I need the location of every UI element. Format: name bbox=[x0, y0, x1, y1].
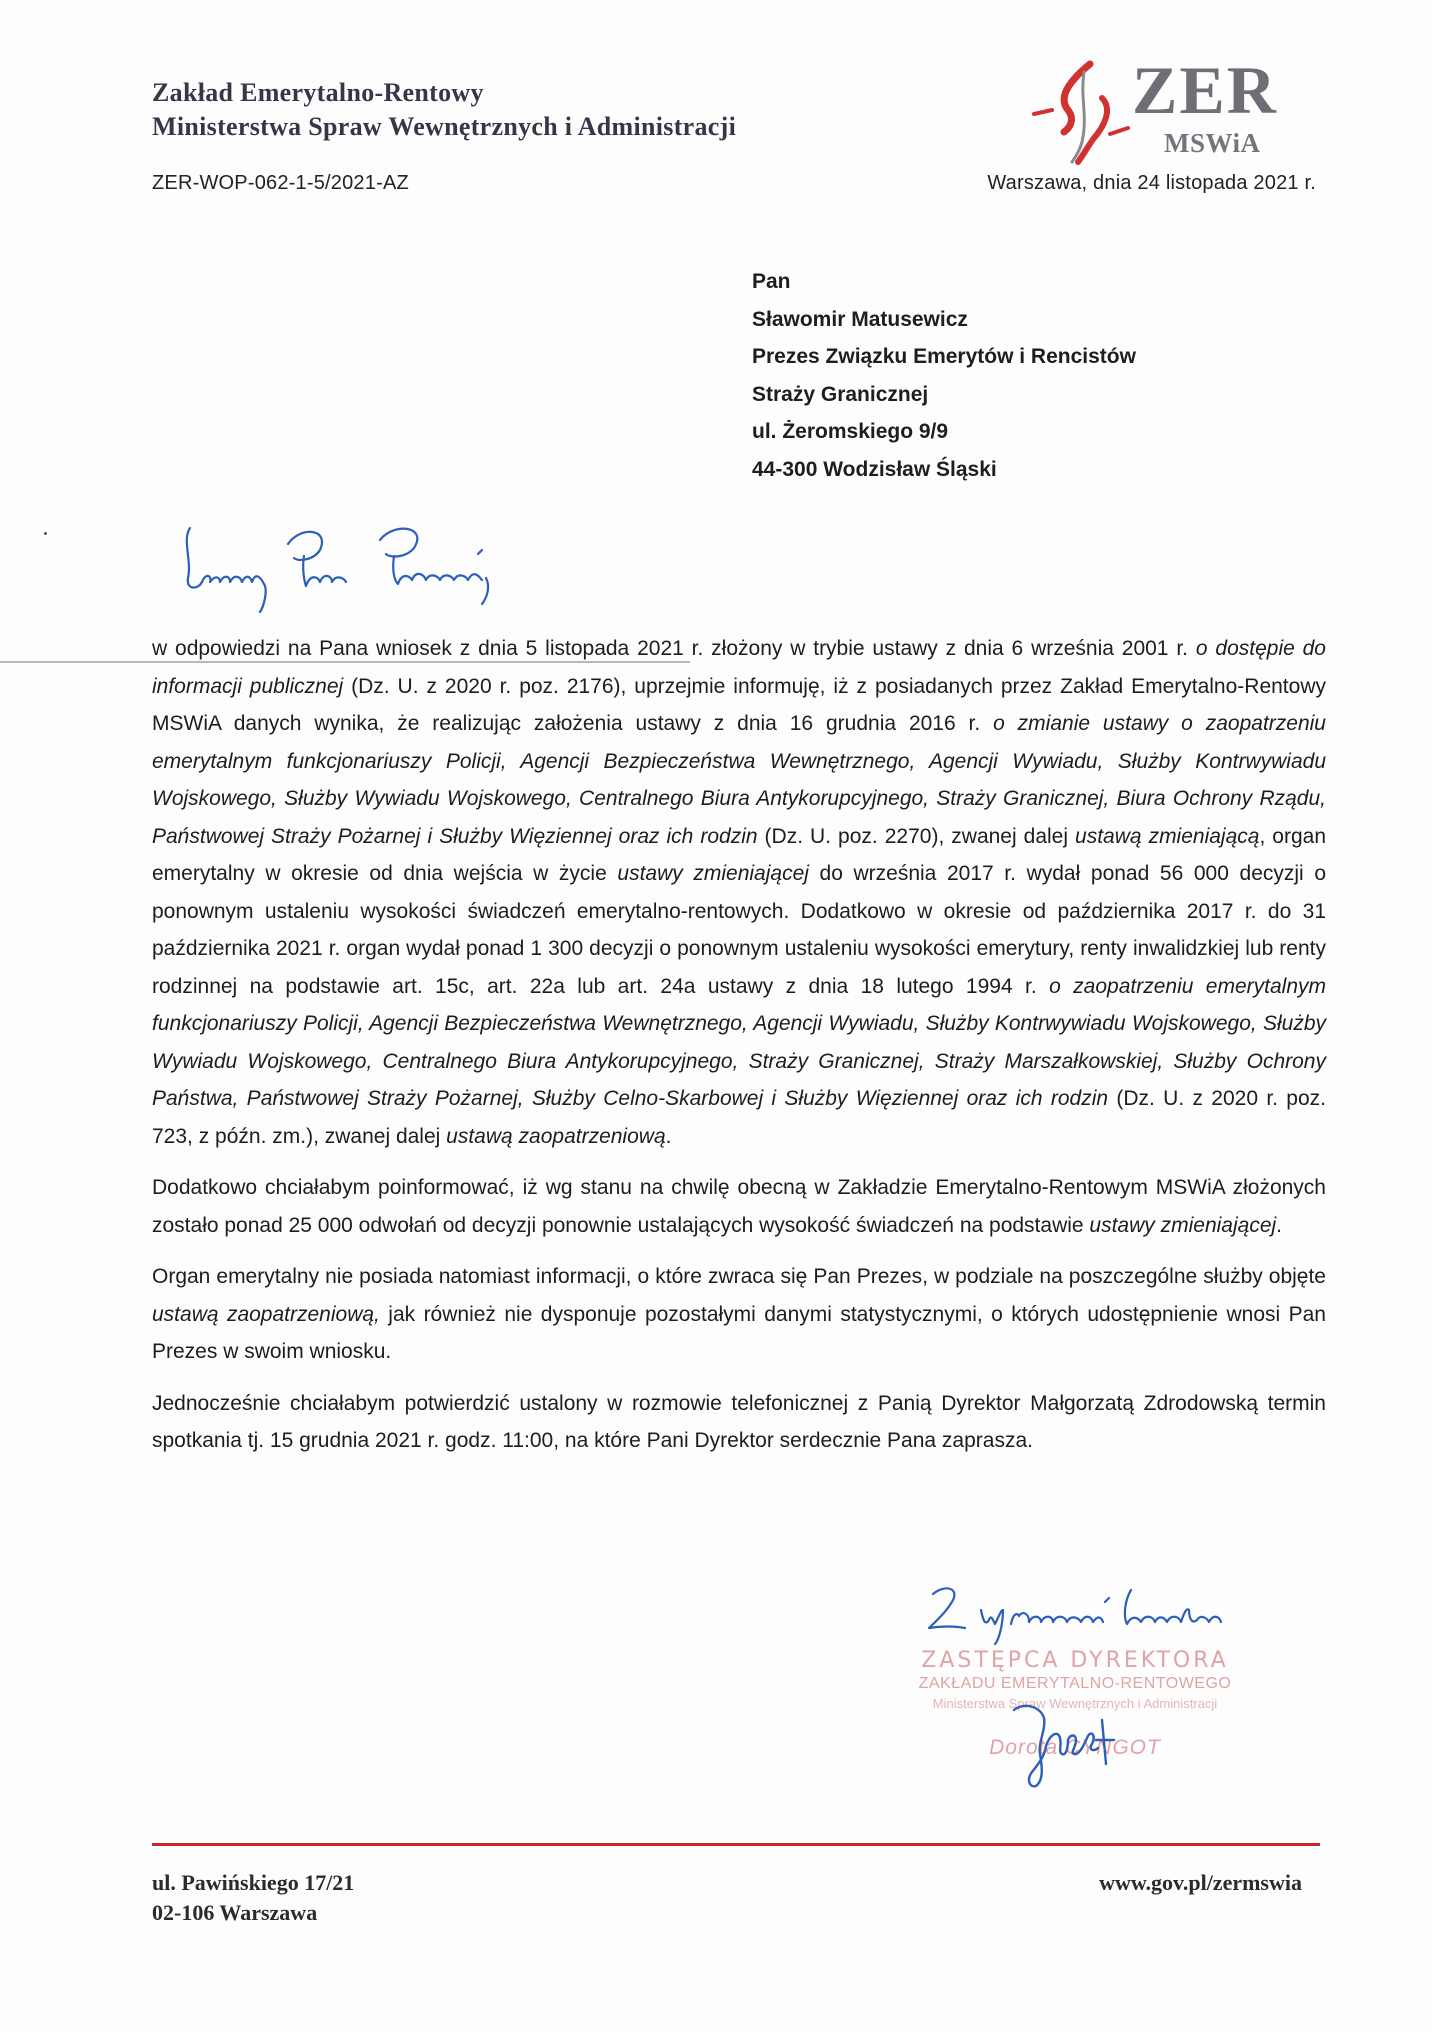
stamp-organization: ZAKŁADU EMERYTALNO-RENTOWEGO bbox=[918, 1675, 1232, 1692]
recipient-city: 44-300 Wodzisław Śląski bbox=[752, 457, 997, 481]
italic-term: ustawą zaopatrzeniową, bbox=[152, 1302, 380, 1326]
italic-law-title: o dostępie do informacji publicznej bbox=[152, 637, 1326, 698]
footer-street: ul. Pawińskiego 17/21 bbox=[152, 1870, 355, 1895]
footer-website-link[interactable]: www.gov.pl/zermswia bbox=[1099, 1870, 1302, 1895]
zer-mswia-logo bbox=[1028, 52, 1308, 168]
handwritten-signature bbox=[1010, 1700, 1120, 1790]
recipient-street: ul. Żeromskiego 9/9 bbox=[752, 420, 949, 443]
italic-term: ustawą zmieniającą bbox=[1075, 824, 1260, 848]
footer-city: 02-106 Warszawa bbox=[152, 1900, 318, 1925]
stamp-title: ZASTĘPCA DYREKTORA bbox=[921, 1648, 1229, 1673]
italic-law-title: o zaopatrzeniu emerytalnym funkcjonariuszy Policji, Agencji Bezpieczeństwa Wewnętrznego, Agencji Wywiadu, Służby Kontrwywiadu Wojskowego, Służby Wywiadu Wojskowego, Centralnego Biura Antykorupcyjnego, Straży Granicznej, Straży Marszałkowskiej, Służby Ochrony Państwa, Państwowej Straży Pożarnej, Służby Celno-Skarbowej i Służby Więziennej oraz ich rodzin bbox=[152, 974, 1326, 1110]
handwritten-closing bbox=[925, 1580, 1265, 1650]
text-segment: , organ emerytalny w okresie od dnia wejścia w życie bbox=[152, 824, 1326, 885]
text-segment: Jednocześnie chciałabym potwierdzić ustalony w rozmowie telefonicznej z Panią Dyrektor Małgorzatą Zdrodowską termin spotkania tj. 15 grudnia 2021 r. godz. 11:00, na które Pani Dyrektor serdecznie Pana zaprasza. bbox=[152, 1391, 1326, 1452]
place-and-date: Warszawa, dnia 24 listopada 2021 r. bbox=[987, 172, 1316, 194]
stamp-signatory-name: Dorota CYNGOT bbox=[989, 1736, 1161, 1759]
recipient-salutation: Pan bbox=[752, 270, 791, 293]
org-name-line-1: Zakład Emerytalno-Rentowy bbox=[152, 78, 484, 107]
footer-address bbox=[152, 1868, 354, 1928]
body-paragraph-2 bbox=[152, 1169, 1326, 1244]
org-name-line-2: Ministerstwa Spraw Wewnętrznych i Administracji bbox=[152, 112, 737, 141]
text-segment: (Dz. U. z 2020 r. poz. 723, z późn. zm.), zwanej dalej bbox=[152, 1087, 1326, 1148]
italic-term: ustawy zmieniającej bbox=[1089, 1213, 1277, 1237]
recipient-address-block bbox=[752, 263, 1136, 488]
body-paragraph-1 bbox=[152, 630, 1326, 1155]
text-segment: . bbox=[1276, 1213, 1283, 1237]
scan-speck bbox=[44, 532, 47, 535]
text-segment: (Dz. U. poz. 2270), zwanej dalej bbox=[757, 824, 1076, 848]
recipient-title: Prezes Związku Emerytów i Rencistów bbox=[752, 345, 1136, 368]
text-segment: Organ emerytalny nie posiada natomiast informacji, o które zwraca się Pan Prezes, w podziale na poszczególne służby objęte bbox=[152, 1265, 1326, 1288]
text-segment: . bbox=[665, 1124, 672, 1148]
logo-emblem-icon bbox=[1028, 58, 1138, 168]
handwritten-greeting bbox=[180, 520, 600, 620]
italic-law-title: o zmianie ustawy o zaopatrzeniu emerytalnym funkcjonariuszy Policji, Agencji Bezpieczeństwa Wewnętrznego, Agencji Wywiadu, Służby Kontrwywiadu Wojskowego, Służby Wywiadu Wojskowego, Centralnego Biura Antykorupcyjnego, Straży Granicznej, Biura Ochrony Rządu, Państwowej Straży Pożarnej i Służby Więziennej oraz ich rodzin bbox=[152, 712, 1326, 848]
organization-name bbox=[152, 76, 736, 144]
logo-wordmark: ZER bbox=[1132, 52, 1278, 128]
text-segment: jak również nie dysponuje pozostałymi danymi statystycznymi, o których udostępnienie wnosi Pan Prezes w swoim wniosku. bbox=[152, 1302, 1326, 1363]
logo-subtext: MSWiA bbox=[1164, 128, 1261, 158]
italic-term: ustawą zaopatrzeniową bbox=[446, 1124, 666, 1148]
body-paragraph-3 bbox=[152, 1258, 1326, 1371]
stamp-ministry: Ministerstwa Spraw Wewnętrznych i Administracji bbox=[932, 1696, 1218, 1711]
letter-body bbox=[152, 630, 1326, 1474]
text-segment: w odpowiedzi na Pana wniosek z dnia 5 listopada 2021 r. złożony w trybie ustawy z dnia 6 września 2001 r. bbox=[152, 637, 1196, 660]
text-segment: (Dz. U. z 2020 r. poz. 2176), uprzejmie informuję, iż z posiadanych przez Zakład Emerytalno-Rentowy MSWiA danych wynika, że realizując założenia ustawy z dnia 16 grudnia 2016 r. bbox=[152, 674, 1326, 735]
body-paragraph-4 bbox=[152, 1385, 1326, 1460]
italic-term: ustawy zmieniającej bbox=[617, 862, 809, 885]
reference-number: ZER-WOP-062-1-5/2021-AZ bbox=[152, 172, 409, 194]
text-segment: do września 2017 r. wydał ponad 56 000 decyzji o ponownym ustaleniu wysokości świadczeń emerytalno-rentowych. Dodatkowo w okresie od października 2017 r. do 31 października 2021 r. organ wydał ponad 1 300 decyzji o ponownym ustaleniu wysokości emerytury, renty inwalidzkiej lub renty rodzinnej na podstawie art. 15c, art. 22a lub art. 24a ustawy z dnia 18 lutego 1994 r. bbox=[152, 862, 1326, 998]
recipient-name: Sławomir Matusewicz bbox=[752, 307, 968, 331]
footer-divider bbox=[152, 1843, 1320, 1846]
recipient-title-cont: Straży Granicznej bbox=[752, 382, 929, 406]
text-segment: Dodatkowo chciałabym poinformować, iż wg stanu na chwilę obecną w Zakładzie Emerytalno-Rentowym MSWiA złożonych zostało ponad 25 000 odwołań od decyzji ponownie ustalających wysokość świadczeń na podstawie bbox=[152, 1176, 1326, 1237]
